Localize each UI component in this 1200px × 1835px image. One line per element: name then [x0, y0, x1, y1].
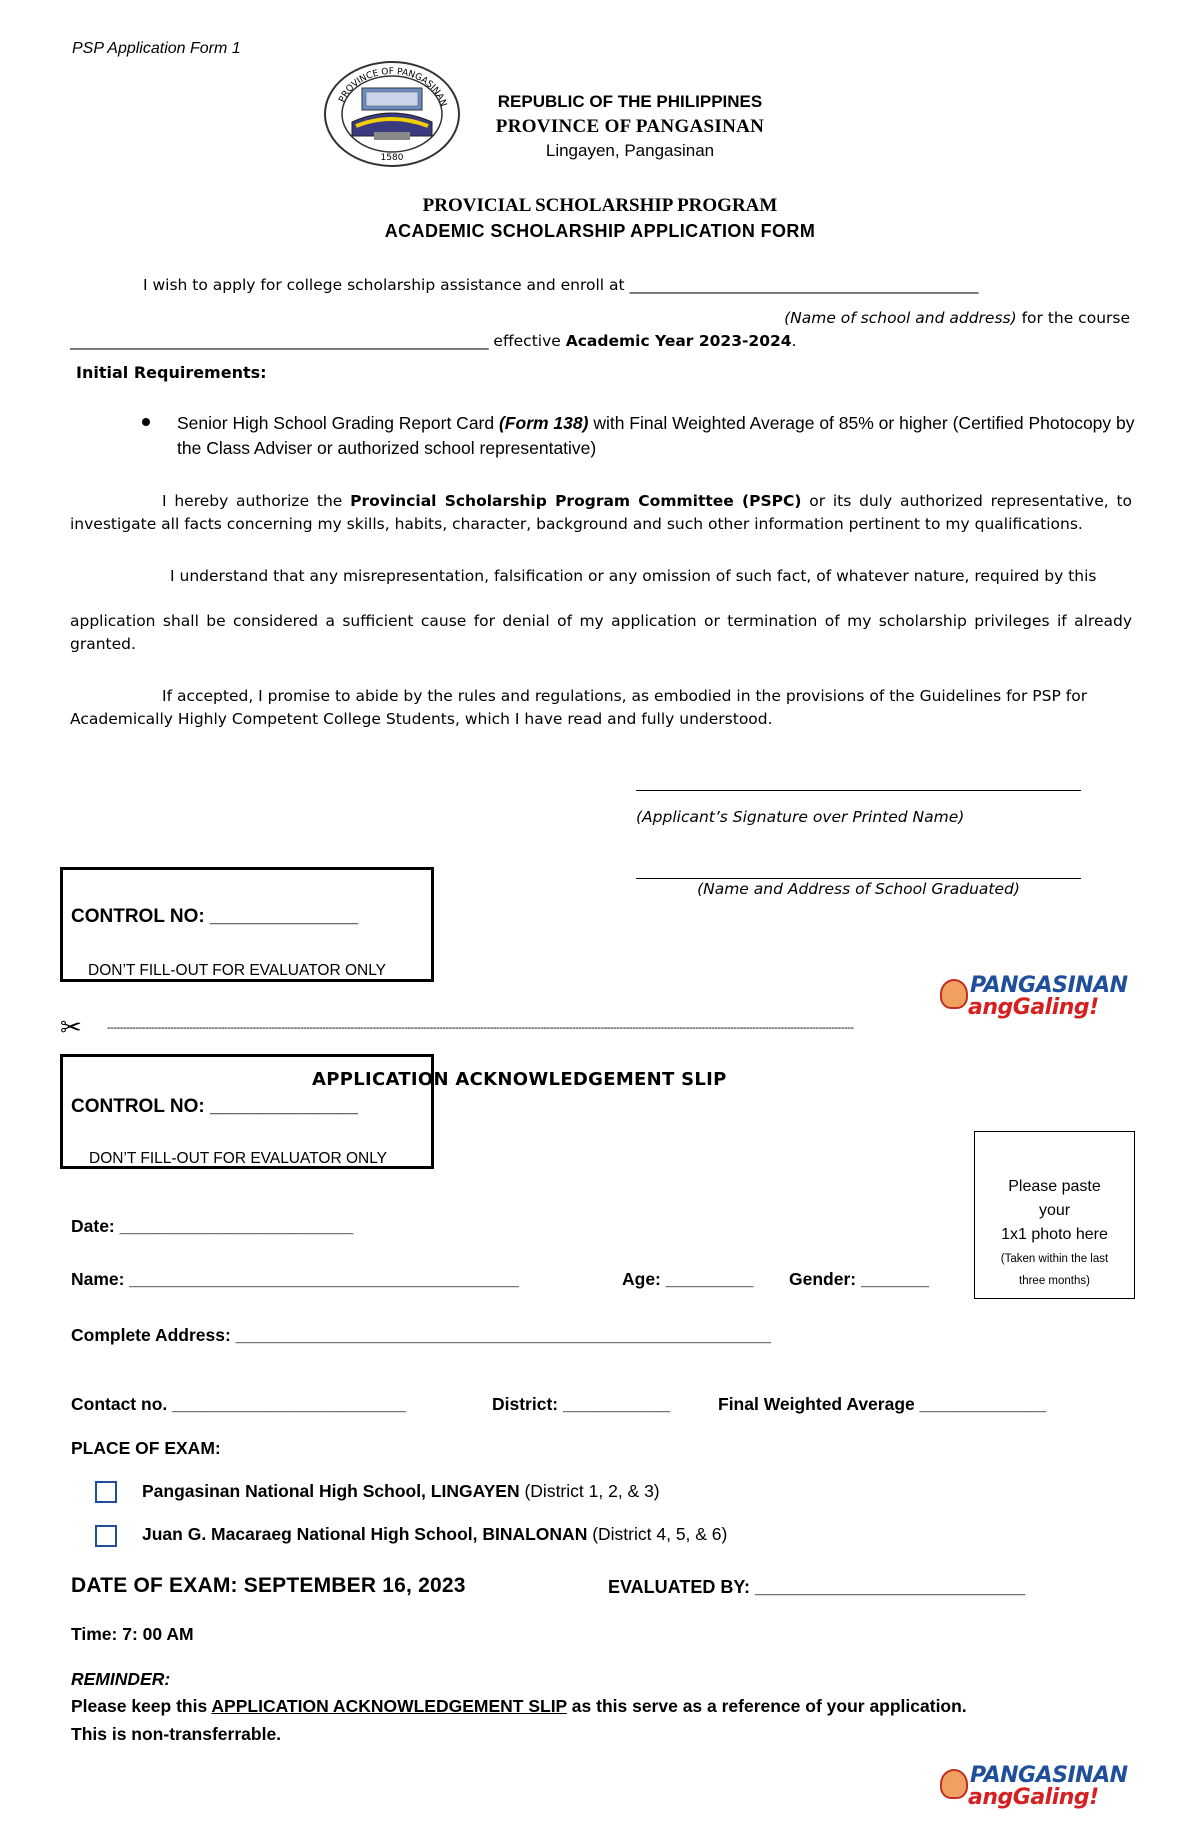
logo-line2: angGaling!	[968, 1785, 1099, 1810]
requirement-text-post: with Final Weighted Average of 85% or higher (Certified Photocopy by the Class Adviser or authorized school representative)	[177, 413, 1135, 458]
name-note: (Name of school and address)	[784, 309, 1017, 327]
effective-text: effective	[488, 332, 566, 350]
city-heading: Lingayen, Pangasinan	[545, 141, 715, 160]
school-graduated-line[interactable]	[636, 878, 1081, 879]
exam-time: Time: 7: 00 AM	[71, 1624, 194, 1644]
name-note-line	[784, 309, 1130, 327]
photo-line1: Please paste	[1008, 1178, 1101, 1195]
cut-line: --------------------------------------------------------------------------------------------------------------------------------------------------------------------------------------------------------------------------------------------	[107, 1022, 854, 1034]
hand-icon	[940, 1769, 968, 1799]
svg-text:1580: 1580	[380, 153, 404, 163]
photo-line5: three months)	[1019, 1275, 1090, 1287]
bullet-icon	[142, 418, 150, 426]
understand-line2: application shall be considered a sufficient cause for denial of my application or termination of my scholarship privileges if already granted.	[70, 612, 1132, 653]
intro-text: I wish to apply for college scholarship assistance and enroll at	[143, 276, 625, 294]
date-field[interactable]: Date: ________________________	[71, 1216, 354, 1236]
place1-option	[142, 1481, 660, 1502]
exam-date: DATE OF EXAM: SEPTEMBER 16, 2023	[71, 1574, 466, 1597]
authorize-paragraph	[70, 490, 1132, 536]
applicant-signature-line[interactable]	[636, 790, 1081, 791]
province-heading: PROVINCE OF PANGASINAN	[495, 116, 765, 137]
reminder-pre: Please keep this	[71, 1696, 212, 1716]
scissors-icon: ✂	[60, 1012, 82, 1042]
logo-line2: angGaling!	[968, 995, 1099, 1020]
contact-field[interactable]: Contact no. ________________________	[71, 1394, 406, 1414]
authorize-post: or its duly authorized representative, to investigate all facts concerning my skills, habits, character, background and such other information pertinent to my qualifications.	[70, 492, 1133, 533]
applicant-signature-label: (Applicant’s Signature over Printed Name)	[636, 808, 965, 826]
understand-line1: I understand that any misrepresentation, falsification or any omission of such fact, of whatever nature, required by this	[170, 567, 1097, 585]
program-title: PROVICIAL SCHOLARSHIP PROGRAM	[422, 195, 778, 216]
reminder-post: as this serve as a reference of your application.	[566, 1696, 967, 1716]
period: .	[791, 332, 797, 350]
reminder-slip-name: APPLICATION ACKNOWLEDGEMENT SLIP	[211, 1696, 567, 1716]
form-138: (Form 138)	[498, 413, 589, 433]
control-note-1: DON’T FILL-OUT FOR EVALUATOR ONLY	[88, 962, 386, 979]
pangasinan-anggaling-logo	[940, 975, 1128, 1019]
school-graduated-label: (Name and Address of School Graduated)	[697, 880, 1020, 898]
age-field[interactable]: Age: _________	[622, 1269, 754, 1289]
requirement-text: Senior High School Grading Report Card	[177, 413, 499, 433]
control-no-1[interactable]: CONTROL NO: ______________	[71, 906, 358, 927]
control-no-2[interactable]: CONTROL NO: ______________	[71, 1096, 358, 1117]
form-title: ACADEMIC SCHOLARSHIP APPLICATION FORM	[384, 221, 816, 241]
course-line	[70, 332, 797, 350]
slip-title: APPLICATION ACKNOWLEDGEMENT SLIP	[312, 1069, 727, 1090]
reminder-line2: This is non-transferrable.	[71, 1724, 282, 1744]
requirements-heading: Initial Requirements:	[76, 363, 267, 382]
gender-field[interactable]: Gender: _______	[789, 1269, 930, 1289]
place2-option	[142, 1524, 727, 1545]
district-field[interactable]: District: ___________	[492, 1394, 671, 1414]
place2-note: (District 4, 5, & 6)	[592, 1524, 728, 1544]
control-note-2: DON’T FILL-OUT FOR EVALUATOR ONLY	[89, 1150, 387, 1167]
place2-checkbox[interactable]	[95, 1525, 117, 1547]
academic-year: Academic Year 2023-2024	[565, 332, 792, 350]
intro-line	[143, 276, 978, 294]
accepted-paragraph: If accepted, I promise to abide by the rules and regulations, as embodied in the provisions of the Guidelines for PSP for Academically Highly Competent College Students, which I have read and fully understood.	[70, 687, 1088, 728]
place2-label: Juan G. Macaraeg National High School, BINALONAN	[142, 1524, 593, 1544]
svg-text:PROVINCE OF PANGASINAN: PROVINCE OF PANGASINAN	[337, 66, 449, 108]
pangasinan-anggaling-logo-bottom	[940, 1765, 1128, 1809]
form-label: PSP Application Form 1	[72, 40, 241, 57]
name-field[interactable]: Name: ________________________________________	[71, 1269, 519, 1289]
photo-line4: (Taken within the last	[1000, 1253, 1109, 1265]
hand-icon	[940, 979, 968, 1009]
reminder-line1	[71, 1696, 967, 1717]
course-blank[interactable]: ______________________________________________________	[70, 332, 489, 350]
photo-line2: your	[1038, 1202, 1071, 1219]
requirement-item	[177, 411, 1135, 461]
reminder-heading: REMINDER:	[71, 1669, 171, 1689]
logo-line1: PANGASINAN	[970, 1763, 1128, 1788]
place1-note: (District 1, 2, & 3)	[524, 1481, 660, 1501]
course-text: for the course	[1016, 309, 1130, 327]
evaluated-by-field[interactable]: EVALUATED BY: ___________________________	[608, 1577, 1026, 1597]
place1-label: Pangasinan National High School, LINGAYEN	[142, 1481, 525, 1501]
pspc: Provincial Scholarship Program Committee (PSPC)	[350, 492, 802, 510]
address-field[interactable]: Complete Address: _______________________________________________________	[71, 1325, 771, 1345]
photo-box[interactable]	[974, 1131, 1135, 1299]
republic-heading: REPUBLIC OF THE PHILIPPINES	[497, 92, 763, 111]
fwa-field[interactable]: Final Weighted Average _____________	[718, 1394, 1047, 1414]
place1-checkbox[interactable]	[95, 1481, 117, 1503]
place-heading: PLACE OF EXAM:	[71, 1438, 221, 1458]
logo-line1: PANGASINAN	[970, 973, 1128, 998]
school-blank[interactable]: _____________________________________________	[629, 276, 979, 294]
authorize-pre: I hereby authorize the	[162, 492, 351, 510]
photo-line3: 1x1 photo here	[1001, 1226, 1108, 1243]
